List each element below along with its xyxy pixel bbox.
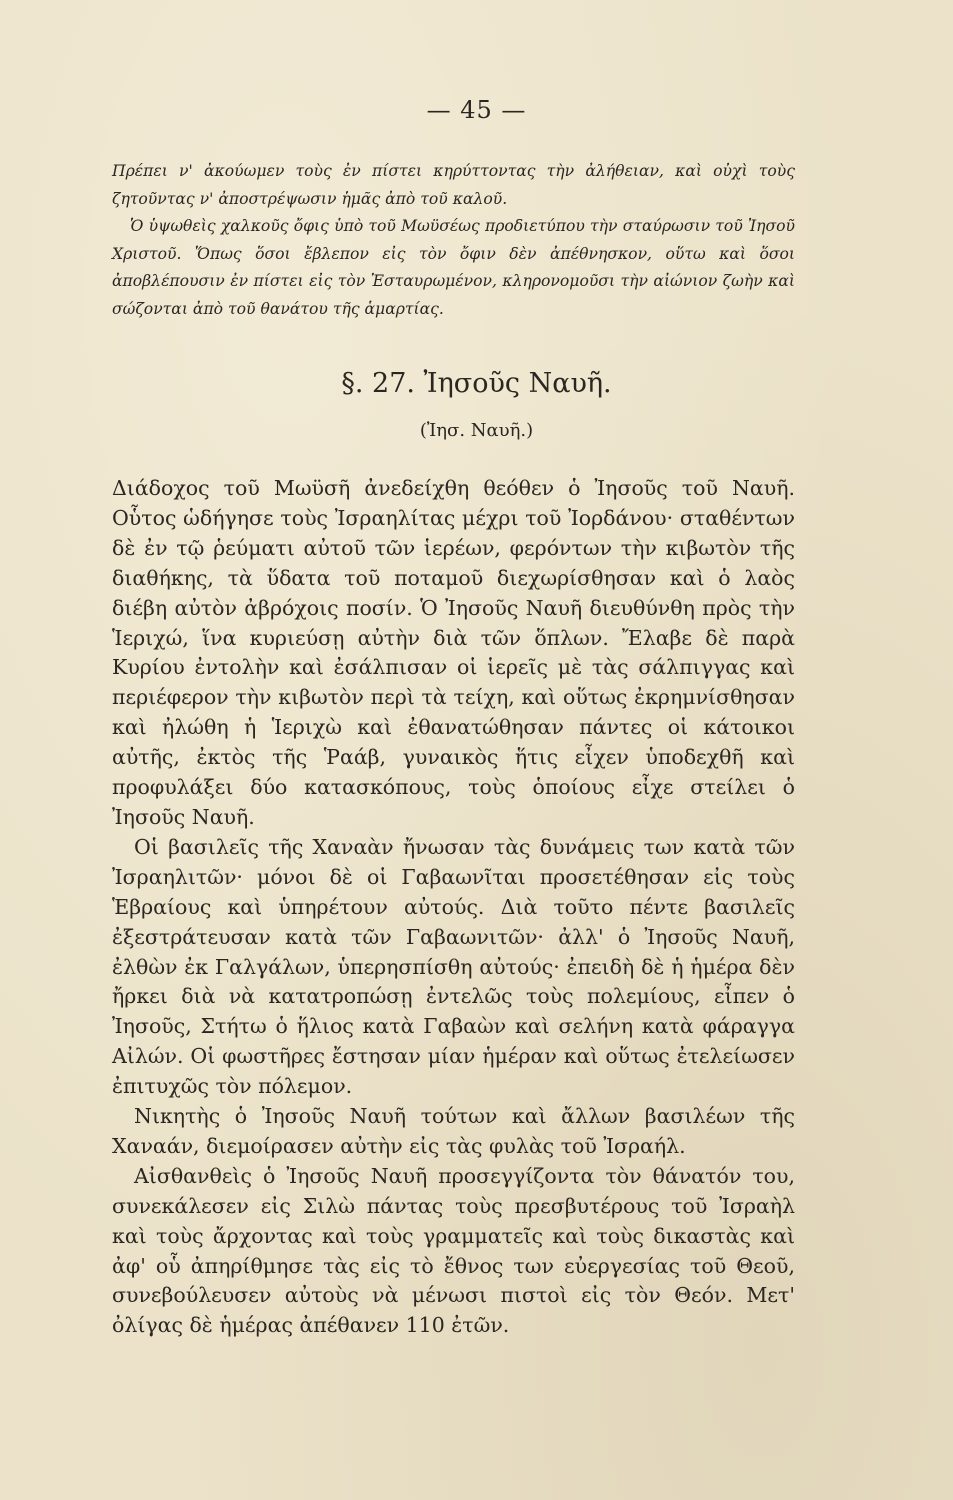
- intro-text: [112, 158, 795, 323]
- body-paragraph: Οἱ βασιλεῖς τῆς Χαναὰν ἤνωσαν τὰς δυνάμεις των κατὰ τῶν Ἰσραηλιτῶν· μόνοι δὲ οἱ Γαβαωνῖται προσετέθησαν εἰς τοὺς Ἑβραίους καὶ ὑπηρέτουν αὐτούς. Διὰ τοῦτο πέντε βασιλεῖς ἐξεστράτευσαν κατὰ τῶν Γαβαωνιτῶν· ἀλλ' ὁ Ἰησοῦς Ναυῆ, ἐλθὼν ἐκ Γαλγάλων, ὑπερησπίσθη αὐτούς· ἐπειδὴ δὲ ἡ ἡμέρα δὲν ἤρκει διὰ νὰ κατατροπώσῃ ἐντελῶς τοὺς πολεμίους, εἶπεν ὁ Ἰησοῦς, Στήτω ὁ ἥλιος κατὰ Γαβαὼν καὶ σελήνη κατὰ φάραγγα Αἰλών. Οἱ φωστῆρες ἔστησαν μίαν ἡμέραν καὶ οὕτως ἐτελείωσεν ἐπιτυχῶς τὸν πόλεμον.: [112, 834, 795, 1099]
- body-text: [112, 474, 795, 1341]
- section-subheading: (Ἰησ. Ναυῆ.): [419, 420, 534, 441]
- intro-paragraph: Πρέπει ν' ἀκούωμεν τοὺς ἐν πίστει κηρύττοντας τὴν ἀλήθειαν, καὶ οὐχὶ τοὺς ζητοῦντας ν' ἀποστρέψωσιν ἡμᾶς ἀπὸ τοῦ καλοῦ.: [112, 162, 795, 208]
- section-heading: §. 27. Ἰησοῦς Ναυῆ.: [341, 368, 612, 399]
- body-paragraph: Νικητὴς ὁ Ἰησοῦς Ναυῆ τούτων καὶ ἄλλων βασιλέων τῆς Χαναάν, διεμοίρασεν αὐτὴν εἰς τὰς φυλὰς τοῦ Ἰσραήλ.: [112, 1104, 795, 1158]
- page-number: — 45 —: [426, 96, 527, 124]
- body-paragraph: Διάδοχος τοῦ Μωϋσῆ ἀνεδείχθη θεόθεν ὁ Ἰησοῦς τοῦ Ναυῆ. Οὗτος ὡδήγησε τοὺς Ἰσραηλίτας μέχρι τοῦ Ἰορδάνου· σταθέντων δὲ ἐν τῷ ῥεύματι αὐτοῦ τῶν ἱερέων, φερόντων τὴν κιβωτὸν τῆς διαθήκης, τὰ ὕδατα τοῦ ποταμοῦ διεχωρίσθησαν καὶ ὁ λαὸς διέβη αὐτὸν ἀβρόχοις ποσίν. Ὁ Ἰησοῦς Ναυῆ διευθύνθη πρὸς τὴν Ἱεριχώ, ἵνα κυριεύσῃ αὐτὴν διὰ τῶν ὅπλων. Ἔλαβε δὲ παρὰ Κυρίου ἐντολὴν καὶ ἐσάλπισαν οἱ ἱερεῖς μὲ τὰς σάλπιγγας καὶ περιέφερον τὴν κιβωτὸν περὶ τὰ τείχη, καὶ οὕτως ἐκρημνίσθησαν καὶ ἠλώθη ἡ Ἱεριχὼ καὶ ἐθανατώθησαν πάντες οἱ κάτοικοι αὐτῆς, ἐκτὸς τῆς Ῥαάβ, γυναικὸς ἥτις εἶχεν ὑποδεχθῆ καὶ προφυλάξει δύο κατασκόπους, τοὺς ὁποίους εἶχε στείλει ὁ Ἰησοῦς Ναυῆ.: [112, 476, 795, 829]
- intro-paragraph: Ὁ ὑψωθεὶς χαλκοῦς ὄφις ὑπὸ τοῦ Μωϋσέως προδιετύπου τὴν σταύρωσιν τοῦ Ἰησοῦ Χριστοῦ. Ὅπως ὅσοι ἔβλεπον εἰς τὸν ὄφιν δὲν ἀπέθνησκον, οὕτω καὶ ὅσοι ἀποβλέπουσιν ἐν πίστει εἰς τὸν Ἐσταυρωμένον, κληρονομοῦσι τὴν αἰώνιον ζωὴν καὶ σώζονται ἀπὸ τοῦ θανάτου τῆς ἁμαρτίας.: [112, 217, 795, 318]
- body-paragraph: Αἰσθανθεὶς ὁ Ἰησοῦς Ναυῆ προσεγγίζοντα τὸν θάνατόν του, συνεκάλεσεν εἰς Σιλὼ πάντας τοὺς πρεσβυτέρους τοῦ Ἰσραὴλ καὶ τοὺς ἄρχοντας καὶ τοὺς γραμματεῖς καὶ τοὺς δικαστὰς καὶ ἀφ' οὗ ἀπηρίθμησε τὰς εἰς τὸ ἔθνος των εὐεργεσίας τοῦ Θεοῦ, συνεβούλευσεν αὐτοὺς νὰ μένωσι πιστοὶ εἰς τὸν Θεόν. Μετ' ὀλίγας δὲ ἡμέρας ἀπέθανεν 110 ἐτῶν.: [112, 1163, 795, 1338]
